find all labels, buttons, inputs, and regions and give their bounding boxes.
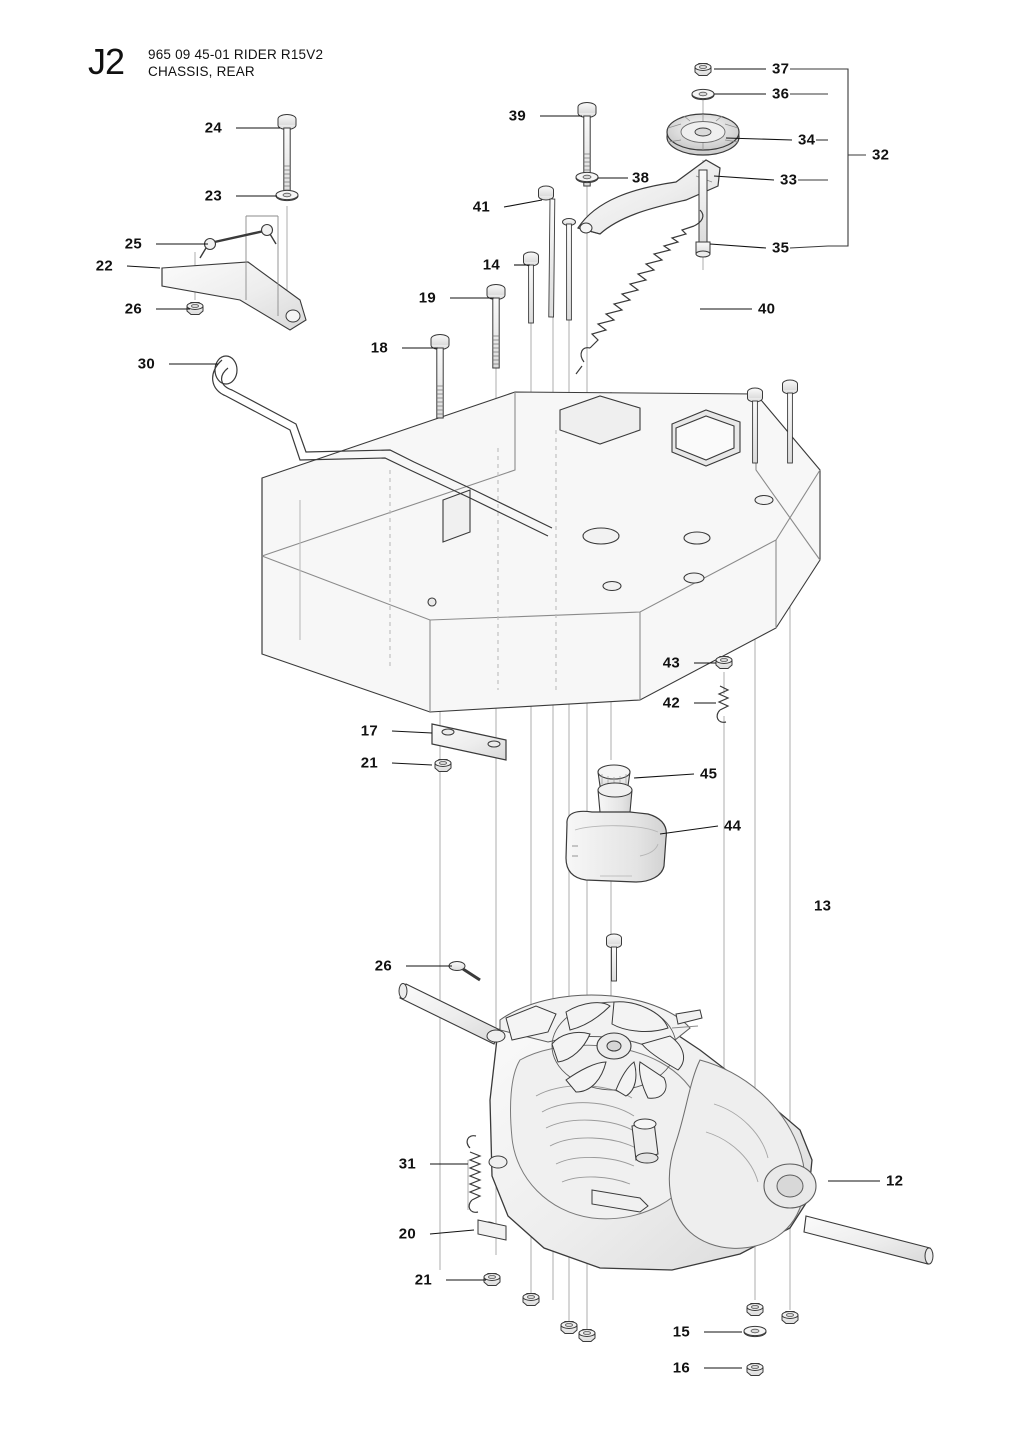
part-26-bolt-lower: [449, 962, 480, 981]
leader-line-41: [504, 200, 542, 207]
callout-number: 21: [360, 754, 378, 772]
callout-number: 35: [772, 239, 790, 257]
part-36-washer: [692, 89, 714, 99]
callout-number: 31: [398, 1155, 416, 1173]
callout-number: 43: [662, 654, 680, 672]
part-41-bolt: [539, 186, 555, 317]
model-title: 965 09 45-01 RIDER R15V2: [148, 47, 324, 62]
callout-number: 40: [758, 300, 776, 318]
callout-number: 19: [418, 289, 436, 307]
part-43-nut: [716, 657, 732, 669]
part-44-expansion-tank: [566, 783, 666, 882]
part-42-spring: [717, 686, 728, 722]
callout-number: 32: [872, 146, 890, 164]
callout-number: 24: [204, 119, 222, 137]
callout-number: 42: [662, 694, 680, 712]
part-15-nut-b: [782, 1312, 798, 1324]
callout-number: 25: [124, 235, 142, 253]
part-15-washer: [744, 1326, 766, 1336]
callout-number: 36: [772, 85, 790, 103]
part-15-nut-a: [747, 1304, 763, 1316]
callout-number: 23: [204, 187, 222, 205]
leader-line-45: [634, 774, 694, 778]
transaxle-assembly: [399, 984, 933, 1271]
part-24-bolt: [278, 115, 296, 199]
callout-number: 18: [370, 339, 388, 357]
part-22-link: [162, 216, 306, 330]
callout-number: 26: [374, 957, 392, 975]
callout-number: 15: [672, 1323, 690, 1341]
callout-number: 45: [700, 765, 718, 783]
callout-number: 33: [780, 171, 798, 189]
group-bracket-32: [790, 69, 866, 248]
callout-number: 39: [508, 107, 526, 125]
assembly-title: CHASSIS, REAR: [148, 64, 255, 79]
part-25-ball-joint: [200, 225, 276, 259]
leader-line-44: [660, 826, 718, 834]
part-18-bolt: [431, 335, 449, 419]
part-37-nut: [695, 64, 711, 76]
part-21-nut: [435, 760, 451, 772]
rear-chassis-frame: [262, 392, 820, 712]
part-31-spring: [467, 1136, 480, 1213]
part-14-bolt: [524, 252, 539, 323]
callout-number: 22: [95, 257, 113, 275]
part-17-plate: [432, 724, 506, 760]
part-16-nut-c: [579, 1330, 595, 1342]
callout-number: 12: [886, 1172, 904, 1190]
part-34-pulley: [667, 114, 739, 155]
part-40-spring: [576, 210, 703, 374]
part-41b-bolt: [563, 219, 576, 321]
leader-line-20: [430, 1230, 474, 1234]
callout-number: 16: [672, 1359, 690, 1377]
callout-number: 26: [124, 300, 142, 318]
leader-line-17: [392, 731, 432, 733]
callout-number: 20: [398, 1225, 416, 1243]
callout-number: 30: [137, 355, 155, 373]
part-13-bolt: [607, 934, 622, 981]
callout-number: 38: [632, 169, 650, 187]
part-16-nut-a: [523, 1294, 539, 1306]
callout-number: 44: [724, 817, 742, 835]
callout-number: 17: [360, 722, 378, 740]
callout-number: 41: [472, 198, 490, 216]
part-21-nut-b: [484, 1274, 500, 1286]
part-16-nut-d: [747, 1364, 763, 1376]
callout-number: 14: [482, 256, 500, 274]
leader-line-35: [710, 244, 766, 248]
part-23-washer: [276, 190, 298, 200]
callout-number: 37: [772, 60, 790, 78]
part-19-bolt: [487, 285, 505, 369]
callout-number: 21: [414, 1271, 432, 1289]
part-38-washer: [576, 172, 598, 182]
leader-line-33: [714, 176, 774, 180]
section-code: J2: [88, 41, 125, 82]
callout-number: 34: [798, 131, 816, 149]
leader-line-21: [392, 763, 432, 765]
part-16-nut-b: [561, 1322, 577, 1334]
leader-line-22: [127, 266, 160, 268]
callout-number: 13: [814, 897, 832, 915]
